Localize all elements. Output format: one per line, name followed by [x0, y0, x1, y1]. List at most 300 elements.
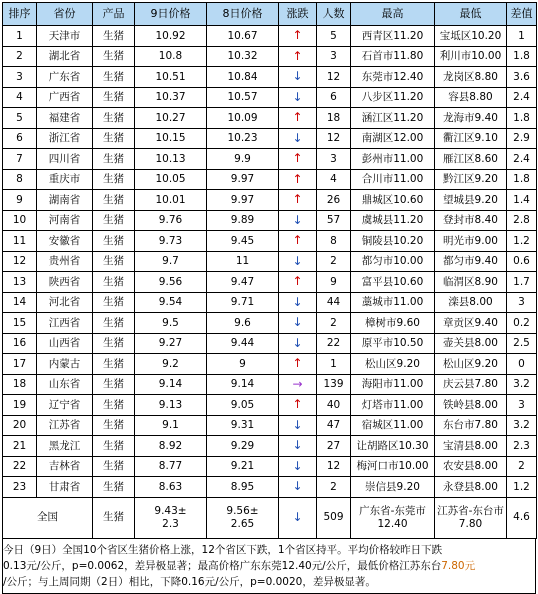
province-cell: 安徽省 [37, 231, 93, 252]
arrow-down-icon: ↓ [292, 294, 303, 309]
rank-cell: 9 [3, 190, 37, 211]
province-cell: 重庆市 [37, 169, 93, 190]
product-cell: 生猪 [93, 395, 135, 416]
rank-cell: 19 [3, 395, 37, 416]
table-row [3, 67, 537, 88]
trend-cell [279, 456, 317, 477]
low-cell: 明光市9.00 [435, 231, 507, 252]
arrow-down-icon: ↓ [292, 212, 303, 227]
count-cell: 2 [317, 477, 351, 498]
rank-cell: 7 [3, 149, 37, 170]
trend-cell [279, 477, 317, 498]
price-9-cell: 9.73 [135, 231, 207, 252]
high-cell: 灯塔市11.00 [351, 395, 435, 416]
price-9-cell: 10.15 [135, 128, 207, 149]
header-count: 人数 [317, 3, 351, 26]
table-row [3, 313, 537, 334]
trend-cell [279, 333, 317, 354]
product-cell: 生猪 [93, 313, 135, 334]
high-cell: 松山区9.20 [351, 354, 435, 375]
price-8-cell: 10.67 [207, 26, 279, 47]
province-cell: 山东省 [37, 374, 93, 395]
province-cell: 天津市 [37, 26, 93, 47]
high-cell: 富平县10.60 [351, 272, 435, 293]
diff-cell: 0.2 [507, 313, 537, 334]
trend-cell [279, 108, 317, 129]
province-cell: 湖南省 [37, 190, 93, 211]
product-cell: 生猪 [93, 67, 135, 88]
table-row [3, 251, 537, 272]
price-8-cell: 9.97 [207, 190, 279, 211]
header-high: 最高 [351, 3, 435, 26]
high-cell: 鼎城区10.60 [351, 190, 435, 211]
rank-cell: 3 [3, 67, 37, 88]
rank-cell: 11 [3, 231, 37, 252]
table-row [3, 190, 537, 211]
product-cell: 生猪 [93, 26, 135, 47]
high-cell: 东莞市12.40 [351, 67, 435, 88]
diff-cell: 3.2 [507, 374, 537, 395]
diff-cell: 2 [507, 456, 537, 477]
total-price-9: 9.43± 2.3 [135, 497, 207, 538]
price-9-cell: 10.01 [135, 190, 207, 211]
price-8-cell: 9 [207, 354, 279, 375]
diff-cell: 1.2 [507, 231, 537, 252]
trend-cell [279, 169, 317, 190]
rank-cell: 17 [3, 354, 37, 375]
price-8-cell: 9.45 [207, 231, 279, 252]
table-row [3, 272, 537, 293]
count-cell: 12 [317, 128, 351, 149]
price-8-cell: 11 [207, 251, 279, 272]
arrow-down-icon: ↓ [292, 458, 303, 473]
header-trend: 涨跌 [279, 3, 317, 26]
province-cell: 江西省 [37, 313, 93, 334]
price-9-cell: 9.54 [135, 292, 207, 313]
high-cell: 彭州市11.00 [351, 149, 435, 170]
trend-cell [279, 354, 317, 375]
price-9-cell: 10.8 [135, 46, 207, 67]
price-9-cell: 8.63 [135, 477, 207, 498]
diff-cell: 2.8 [507, 210, 537, 231]
header-diff: 差值 [507, 3, 537, 26]
province-cell: 黑龙江 [37, 436, 93, 457]
province-cell: 贵州省 [37, 251, 93, 272]
price-9-cell: 10.92 [135, 26, 207, 47]
price-8-cell: 9.97 [207, 169, 279, 190]
rank-cell: 16 [3, 333, 37, 354]
low-cell: 庆云县7.80 [435, 374, 507, 395]
trend-cell [279, 251, 317, 272]
count-cell: 8 [317, 231, 351, 252]
price-8-cell: 9.6 [207, 313, 279, 334]
price-8-cell: 9.71 [207, 292, 279, 313]
total-label: 全国 [3, 497, 93, 538]
table-row [3, 477, 537, 498]
high-cell: 铜陵县10.20 [351, 231, 435, 252]
diff-cell: 1.7 [507, 272, 537, 293]
high-cell: 西青区11.20 [351, 26, 435, 47]
price-9-cell: 8.77 [135, 456, 207, 477]
price-9-cell: 9.56 [135, 272, 207, 293]
high-cell: 海阳市11.00 [351, 374, 435, 395]
low-cell: 龙海市9.40 [435, 108, 507, 129]
table-row [3, 108, 537, 129]
count-cell: 57 [317, 210, 351, 231]
product-cell: 生猪 [93, 128, 135, 149]
table-row [3, 231, 537, 252]
low-cell: 壶关县8.00 [435, 333, 507, 354]
province-cell: 江苏省 [37, 415, 93, 436]
table-row [3, 149, 537, 170]
table-row [3, 292, 537, 313]
trend-cell [279, 149, 317, 170]
low-cell: 黔江区9.20 [435, 169, 507, 190]
rank-cell: 12 [3, 251, 37, 272]
price-8-cell: 10.84 [207, 67, 279, 88]
price-8-cell: 9.21 [207, 456, 279, 477]
high-cell: 藁城市11.00 [351, 292, 435, 313]
table-row [3, 374, 537, 395]
count-cell: 5 [317, 26, 351, 47]
table-row [3, 169, 537, 190]
price-8-cell: 9.29 [207, 436, 279, 457]
rank-cell: 8 [3, 169, 37, 190]
price-9-cell: 8.92 [135, 436, 207, 457]
low-cell: 登封市8.40 [435, 210, 507, 231]
count-cell: 40 [317, 395, 351, 416]
arrow-down-icon: ↓ [292, 438, 303, 453]
price-report [2, 2, 536, 594]
diff-cell: 2.4 [507, 149, 537, 170]
province-cell: 辽宁省 [37, 395, 93, 416]
product-cell: 生猪 [93, 477, 135, 498]
rank-cell: 15 [3, 313, 37, 334]
count-cell: 2 [317, 313, 351, 334]
product-cell: 生猪 [93, 354, 135, 375]
product-cell: 生猪 [93, 272, 135, 293]
province-cell: 河南省 [37, 210, 93, 231]
trend-cell [279, 415, 317, 436]
count-cell: 12 [317, 456, 351, 477]
arrow-down-icon: ↓ [292, 335, 303, 350]
product-cell: 生猪 [93, 210, 135, 231]
high-cell: 樟树市9.60 [351, 313, 435, 334]
product-cell: 生猪 [93, 190, 135, 211]
summary-text [2, 539, 536, 594]
low-cell: 都匀市9.40 [435, 251, 507, 272]
diff-cell: 3 [507, 395, 537, 416]
diff-cell: 2.5 [507, 333, 537, 354]
arrow-up-icon: ↑ [292, 233, 303, 248]
trend-cell [279, 436, 317, 457]
count-cell: 12 [317, 67, 351, 88]
count-cell: 44 [317, 292, 351, 313]
price-8-cell: 9.44 [207, 333, 279, 354]
summary-seg3: /公斤；与上周同期（2日）相比，下降0.16元/公斤，p=0.0020，差异极显著。 [3, 575, 376, 588]
trend-cell [279, 395, 317, 416]
price-8-cell: 9.05 [207, 395, 279, 416]
diff-cell: 1.8 [507, 169, 537, 190]
price-9-cell: 9.1 [135, 415, 207, 436]
price-8-cell: 8.95 [207, 477, 279, 498]
count-cell: 1 [317, 354, 351, 375]
product-cell: 生猪 [93, 169, 135, 190]
province-cell: 吉林省 [37, 456, 93, 477]
low-cell: 雁江区8.60 [435, 149, 507, 170]
rank-cell: 18 [3, 374, 37, 395]
price-8-cell: 9.9 [207, 149, 279, 170]
table-row [3, 26, 537, 47]
low-cell: 铁岭县8.00 [435, 395, 507, 416]
price-8-cell: 10.23 [207, 128, 279, 149]
header-province: 省份 [37, 3, 93, 26]
count-cell: 4 [317, 169, 351, 190]
price-9-cell: 9.27 [135, 333, 207, 354]
trend-cell [279, 313, 317, 334]
total-product: 生猪 [93, 497, 135, 538]
count-cell: 139 [317, 374, 351, 395]
diff-cell: 2.4 [507, 87, 537, 108]
diff-cell: 1.2 [507, 477, 537, 498]
product-cell: 生猪 [93, 415, 135, 436]
header-row [3, 3, 537, 26]
product-cell: 生猪 [93, 374, 135, 395]
price-8-cell: 10.09 [207, 108, 279, 129]
product-cell: 生猪 [93, 46, 135, 67]
product-cell: 生猪 [93, 108, 135, 129]
table-row [3, 46, 537, 67]
low-cell: 农安县8.00 [435, 456, 507, 477]
price-8-cell: 10.32 [207, 46, 279, 67]
arrow-up-icon: ↑ [292, 356, 303, 371]
high-cell: 八步区11.20 [351, 87, 435, 108]
price-9-cell: 9.14 [135, 374, 207, 395]
rank-cell: 20 [3, 415, 37, 436]
province-cell: 陕西省 [37, 272, 93, 293]
rank-cell: 21 [3, 436, 37, 457]
trend-cell [279, 231, 317, 252]
price-9-cell: 9.7 [135, 251, 207, 272]
price-9-cell: 10.51 [135, 67, 207, 88]
table-row [3, 333, 537, 354]
rank-cell: 4 [3, 87, 37, 108]
diff-cell: 0.6 [507, 251, 537, 272]
table-row [3, 456, 537, 477]
table-row [3, 395, 537, 416]
count-cell: 3 [317, 46, 351, 67]
price-9-cell: 9.2 [135, 354, 207, 375]
high-cell: 南湖区12.00 [351, 128, 435, 149]
high-cell: 梅河口市10.00 [351, 456, 435, 477]
high-cell: 崇信县9.20 [351, 477, 435, 498]
arrow-down-icon: ↓ [292, 479, 303, 494]
trend-cell [279, 210, 317, 231]
total-trend [279, 497, 317, 538]
high-cell: 虞城县11.20 [351, 210, 435, 231]
diff-cell: 3 [507, 292, 537, 313]
trend-cell [279, 272, 317, 293]
low-cell: 容县8.80 [435, 87, 507, 108]
price-8-cell: 10.57 [207, 87, 279, 108]
price-8-cell: 9.89 [207, 210, 279, 231]
product-cell: 生猪 [93, 149, 135, 170]
arrow-down-icon: ↓ [292, 253, 303, 268]
rank-cell: 6 [3, 128, 37, 149]
high-cell: 原平市10.50 [351, 333, 435, 354]
arrow-down-icon: ↓ [292, 509, 303, 524]
table-row [3, 128, 537, 149]
product-cell: 生猪 [93, 87, 135, 108]
product-cell: 生猪 [93, 436, 135, 457]
product-cell: 生猪 [93, 231, 135, 252]
price-8-cell: 9.14 [207, 374, 279, 395]
arrow-up-icon: ↑ [292, 274, 303, 289]
arrow-up-icon: ↑ [292, 151, 303, 166]
arrow-up-icon: ↑ [292, 397, 303, 412]
count-cell: 6 [317, 87, 351, 108]
product-cell: 生猪 [93, 292, 135, 313]
province-cell: 福建省 [37, 108, 93, 129]
arrow-down-icon: ↓ [292, 130, 303, 145]
rank-cell: 5 [3, 108, 37, 129]
province-cell: 浙江省 [37, 128, 93, 149]
count-cell: 26 [317, 190, 351, 211]
high-cell: 让胡路区10.30 [351, 436, 435, 457]
price-9-cell: 10.37 [135, 87, 207, 108]
arrow-up-icon: ↑ [292, 48, 303, 63]
province-cell: 四川省 [37, 149, 93, 170]
low-cell: 松山区9.20 [435, 354, 507, 375]
total-count: 509 [317, 497, 351, 538]
diff-cell: 1.8 [507, 108, 537, 129]
price-9-cell: 10.13 [135, 149, 207, 170]
header-low: 最低 [435, 3, 507, 26]
count-cell: 2 [317, 251, 351, 272]
diff-cell: 1 [507, 26, 537, 47]
price-9-cell: 9.5 [135, 313, 207, 334]
high-cell: 涵江区11.20 [351, 108, 435, 129]
table-row [3, 354, 537, 375]
low-cell: 宝清县8.00 [435, 436, 507, 457]
low-cell: 临渭区8.90 [435, 272, 507, 293]
count-cell: 18 [317, 108, 351, 129]
diff-cell: 0 [507, 354, 537, 375]
low-cell: 章贡区9.40 [435, 313, 507, 334]
trend-cell [279, 190, 317, 211]
arrow-down-icon: ↓ [292, 315, 303, 330]
province-cell: 湖北省 [37, 46, 93, 67]
province-cell: 甘肃省 [37, 477, 93, 498]
total-row [3, 497, 537, 538]
product-cell: 生猪 [93, 333, 135, 354]
summary-seg2: 0.13元/公斤，p=0.0062，差异极显著；最高价格广东东莞12.40元/公斤，最低价格江苏东台 [3, 559, 442, 572]
high-cell: 合川市11.00 [351, 169, 435, 190]
table-row [3, 436, 537, 457]
high-cell: 石首市11.80 [351, 46, 435, 67]
total-low: 江苏省-东台市 7.80 [435, 497, 507, 538]
diff-cell: 2.9 [507, 128, 537, 149]
trend-cell [279, 87, 317, 108]
arrow-down-icon: ↓ [292, 89, 303, 104]
header-price-9: 9日价格 [135, 3, 207, 26]
rank-cell: 10 [3, 210, 37, 231]
province-cell: 山西省 [37, 333, 93, 354]
province-cell: 广西省 [37, 87, 93, 108]
rank-cell: 14 [3, 292, 37, 313]
total-high: 广东省-东莞市 12.40 [351, 497, 435, 538]
rank-cell: 1 [3, 26, 37, 47]
rank-cell: 13 [3, 272, 37, 293]
low-cell: 望城县9.20 [435, 190, 507, 211]
diff-cell: 3.6 [507, 67, 537, 88]
province-cell: 广东省 [37, 67, 93, 88]
total-price-8: 9.56± 2.65 [207, 497, 279, 538]
header-price-8: 8日价格 [207, 3, 279, 26]
table-row [3, 210, 537, 231]
arrow-right-icon: → [292, 376, 303, 391]
price-9-cell: 9.13 [135, 395, 207, 416]
price-table [2, 2, 537, 539]
arrow-up-icon: ↑ [292, 110, 303, 125]
count-cell: 9 [317, 272, 351, 293]
province-cell: 河北省 [37, 292, 93, 313]
arrow-up-icon: ↑ [292, 171, 303, 186]
table-row [3, 87, 537, 108]
trend-cell [279, 46, 317, 67]
diff-cell: 1.4 [507, 190, 537, 211]
rank-cell: 2 [3, 46, 37, 67]
low-cell: 滦县8.00 [435, 292, 507, 313]
low-cell: 永登县8.00 [435, 477, 507, 498]
trend-cell [279, 292, 317, 313]
price-9-cell: 9.76 [135, 210, 207, 231]
low-cell: 龙岗区8.80 [435, 67, 507, 88]
count-cell: 27 [317, 436, 351, 457]
price-8-cell: 9.31 [207, 415, 279, 436]
total-diff: 4.6 [507, 497, 537, 538]
price-9-cell: 10.27 [135, 108, 207, 129]
count-cell: 22 [317, 333, 351, 354]
price-8-cell: 9.47 [207, 272, 279, 293]
trend-cell [279, 67, 317, 88]
rank-cell: 22 [3, 456, 37, 477]
diff-cell: 3.2 [507, 415, 537, 436]
high-cell: 都匀市10.00 [351, 251, 435, 272]
header-product: 产品 [93, 3, 135, 26]
header-rank: 排序 [3, 3, 37, 26]
rank-cell: 23 [3, 477, 37, 498]
diff-cell: 2.3 [507, 436, 537, 457]
price-9-cell: 10.05 [135, 169, 207, 190]
arrow-up-icon: ↑ [292, 192, 303, 207]
low-cell: 宝坻区10.20 [435, 26, 507, 47]
low-cell: 利川市10.00 [435, 46, 507, 67]
low-cell: 东台市7.80 [435, 415, 507, 436]
diff-cell: 1.8 [507, 46, 537, 67]
summary-seg2b: 7.80元 [441, 559, 476, 572]
high-cell: 宿城区11.00 [351, 415, 435, 436]
count-cell: 3 [317, 149, 351, 170]
product-cell: 生猪 [93, 456, 135, 477]
arrow-down-icon: ↓ [292, 69, 303, 84]
trend-cell [279, 26, 317, 47]
count-cell: 47 [317, 415, 351, 436]
product-cell: 生猪 [93, 251, 135, 272]
province-cell: 内蒙古 [37, 354, 93, 375]
summary-seg1: 今日（9日）全国10个省区生猪价格上涨，12个省区下跌，1个省区持平。平均价格较昨日下跌 [3, 543, 443, 556]
trend-cell [279, 374, 317, 395]
